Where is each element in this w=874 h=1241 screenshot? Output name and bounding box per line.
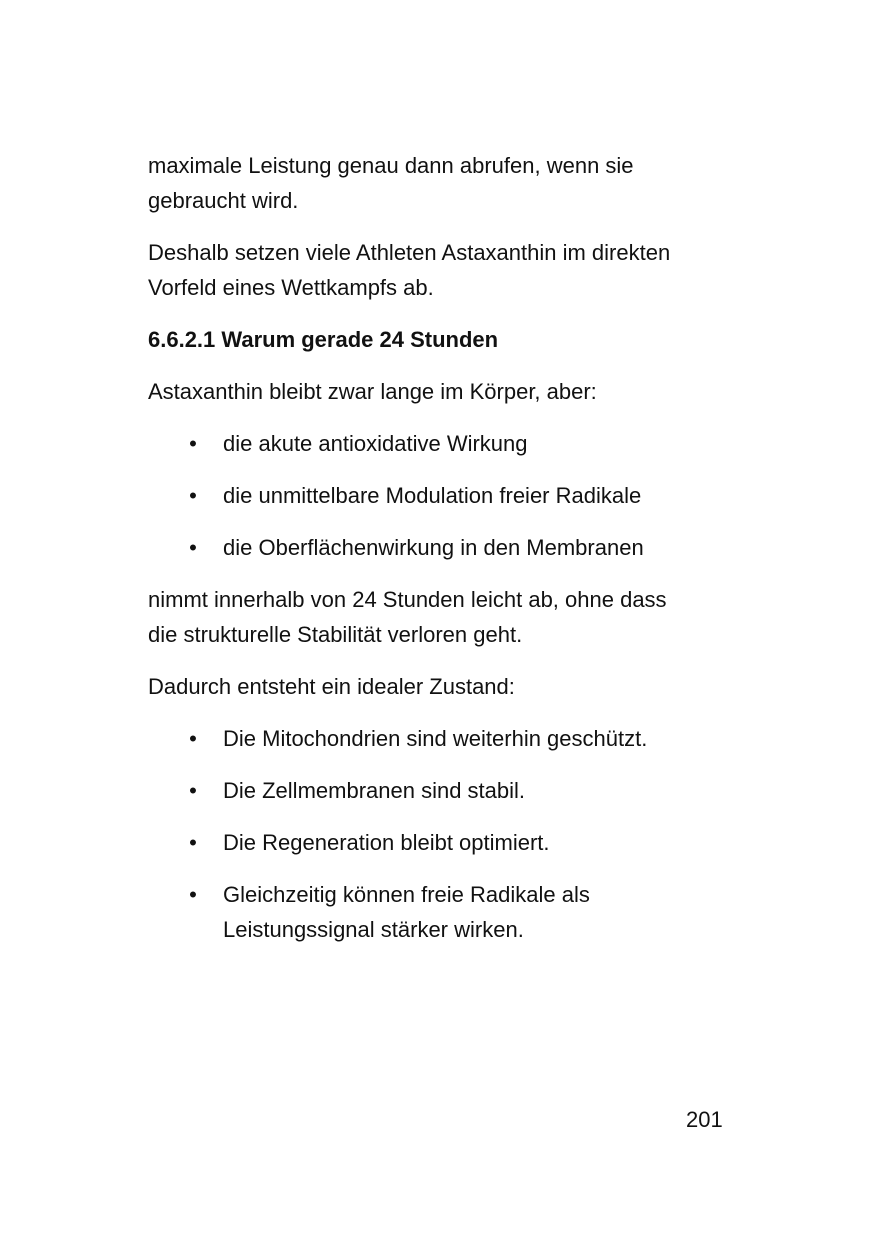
list-item-text: Die Zellmembranen sind stabil. [223, 778, 526, 803]
page-body [148, 148, 738, 964]
section-heading: 6.6.2.1 Warum gerade 24 Stunden [148, 327, 499, 352]
page-number: 201 [686, 1107, 723, 1132]
list-item [148, 773, 738, 808]
list-item-text: die Oberflächenwirkung in den Membranen [223, 535, 644, 560]
list-item-text-line: Leistungssignal stärker wirken. [223, 917, 524, 942]
text-line: maximale Leistung genau dann abrufen, wenn sie [148, 153, 634, 178]
bullet-icon: • [189, 778, 197, 803]
bullet-list-state [148, 721, 738, 947]
bullet-icon: • [189, 535, 197, 560]
list-item-text: die unmittelbare Modulation freier Radikale [223, 483, 642, 508]
list-item [148, 825, 738, 860]
list-item-text: Die Regeneration bleibt optimiert. [223, 830, 550, 855]
list-item [148, 877, 738, 947]
paragraph-decline [148, 582, 738, 652]
text-line: die strukturelle Stabilität verloren geht. [148, 622, 523, 647]
list-item [148, 530, 738, 565]
list-item-text: die akute antioxidative Wirkung [223, 431, 528, 456]
list-item-text: Die Mitochondrien sind weiterhin geschützt. [223, 726, 648, 751]
bullet-icon: • [189, 882, 197, 907]
text-line: gebraucht wird. [148, 188, 299, 213]
intro-paragraph-1: Astaxanthin bleibt zwar lange im Körper, aber: [148, 379, 597, 404]
text-line: Vorfeld eines Wettkampfs ab. [148, 275, 434, 300]
list-item [148, 478, 738, 513]
text-line: nimmt innerhalb von 24 Stunden leicht ab, ohne dass [148, 587, 667, 612]
intro-paragraph-2: Dadurch entsteht ein idealer Zustand: [148, 674, 515, 699]
list-item-text-line: Gleichzeitig können freie Radikale als [223, 882, 590, 907]
bullet-icon: • [189, 431, 197, 456]
bullet-icon: • [189, 830, 197, 855]
list-item [148, 721, 738, 756]
list-item [148, 426, 738, 461]
bullet-icon: • [189, 483, 197, 508]
text-line: Deshalb setzen viele Athleten Astaxanthin im direkten [148, 240, 671, 265]
bullet-list-effects [148, 426, 738, 565]
paragraph-athletes [148, 235, 738, 305]
paragraph-continuation [148, 148, 738, 218]
bullet-icon: • [189, 726, 197, 751]
